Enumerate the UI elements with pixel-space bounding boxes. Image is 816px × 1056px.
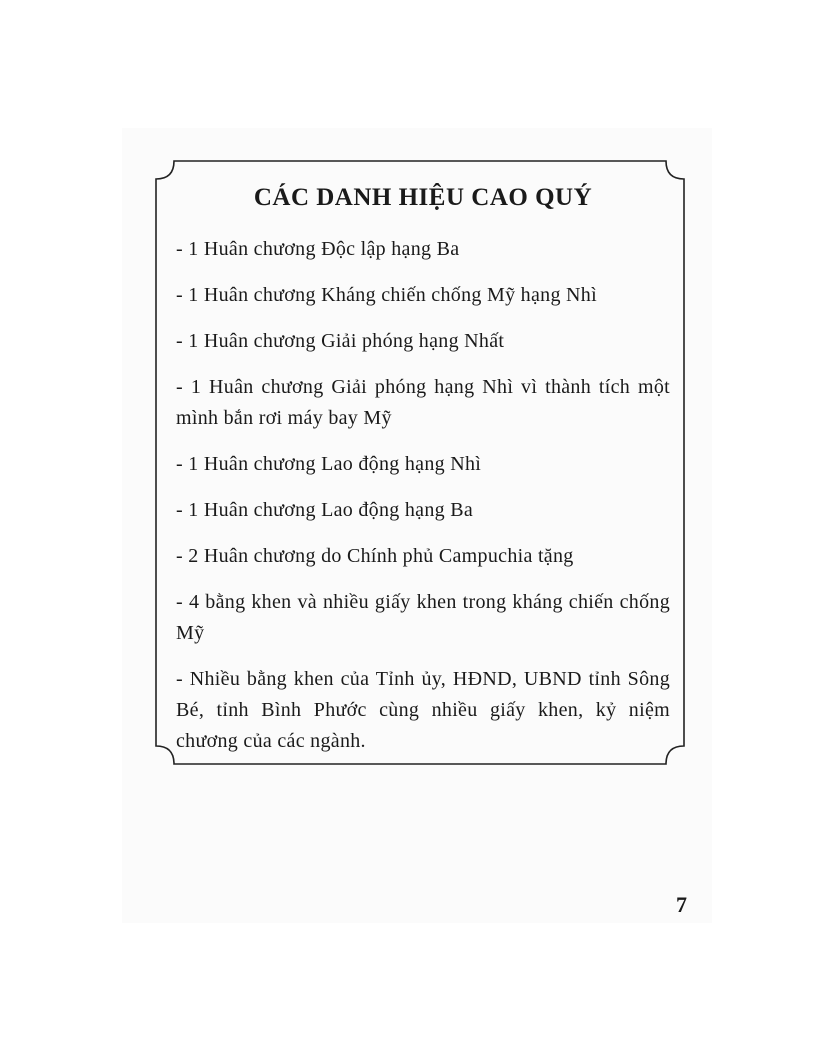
section-title: CÁC DANH HIỆU CAO QUÝ bbox=[253, 184, 593, 211]
award-item: - 1 Huân chương Kháng chiến chống Mỹ hạng Nhì bbox=[176, 284, 597, 306]
award-item: - 4 bằng khen và nhiều giấy khen trong kháng chiến chống Mỹ bbox=[176, 591, 670, 644]
award-item: - 1 Huân chương Lao động hạng Nhì bbox=[176, 453, 482, 475]
awards-list bbox=[176, 234, 670, 757]
awards-box bbox=[176, 180, 670, 772]
award-item: - 2 Huân chương do Chính phủ Campuchia tặng bbox=[176, 545, 574, 567]
award-item: - 1 Huân chương Giải phóng hạng Nhì vì thành tích một mình bắn rơi máy bay Mỹ bbox=[176, 376, 670, 429]
award-item: - 1 Huân chương Giải phóng hạng Nhất bbox=[176, 330, 505, 352]
award-item: - 1 Huân chương Lao động hạng Ba bbox=[176, 499, 474, 521]
award-item: - 1 Huân chương Độc lập hạng Ba bbox=[176, 238, 460, 260]
page-number: 7 bbox=[676, 892, 687, 917]
award-item: - Nhiều bằng khen của Tỉnh ủy, HĐND, UBND tỉnh Sông Bé, tỉnh Bình Phước cùng nhiều giấy khen, kỷ niệm chương của các ngành. bbox=[176, 668, 670, 752]
